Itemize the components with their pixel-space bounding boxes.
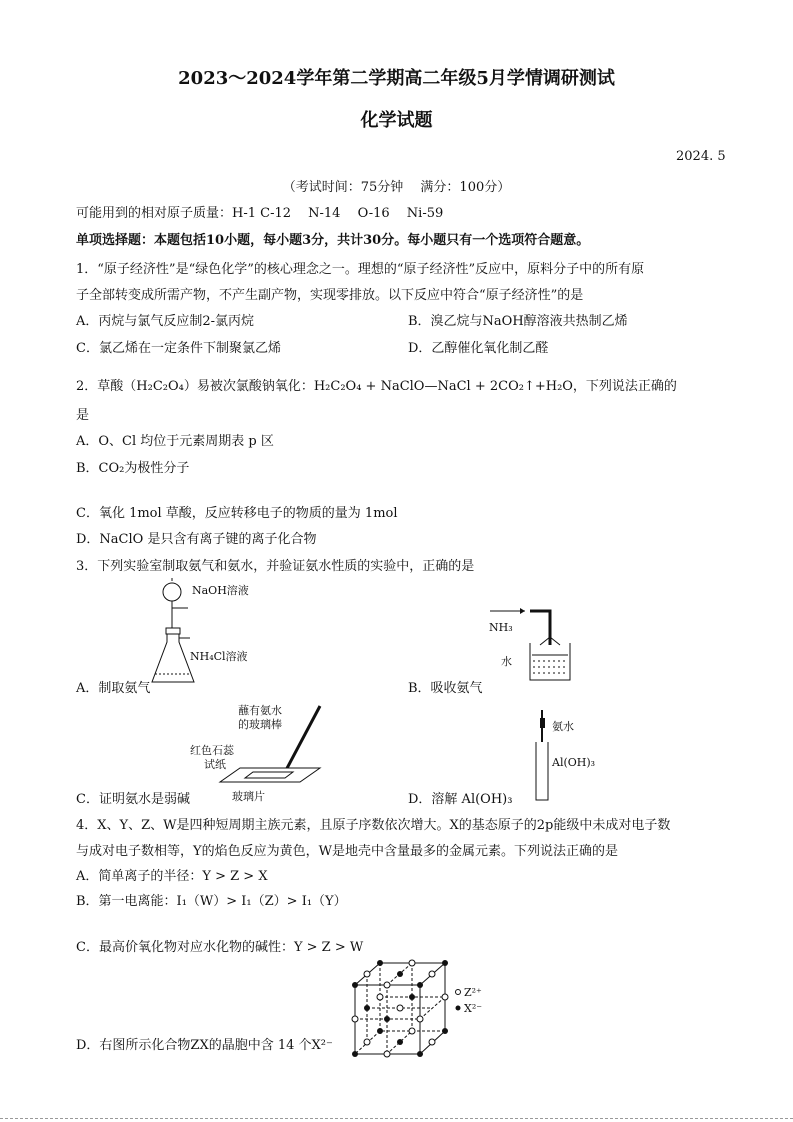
- q4-option-d: D．右图所示化合物ZX的晶胞中含 14 个X²⁻: [76, 1038, 333, 1053]
- label-naoh: NaOH溶液: [192, 584, 249, 597]
- q2-stem: 2．草酸（H₂C₂O₄）易被次氯酸钠氧化：H₂C₂O₄ + NaClO—NaCl + 2CO₂↑+H₂O，下列说法正确的: [76, 379, 677, 394]
- q3-option-a: A．制取氨气: [76, 681, 151, 696]
- q2-option-d: D．NaClO 是只含有离子键的离子化合物: [76, 532, 317, 547]
- q1-option-c: C．氯乙烯在一定条件下制聚氯乙烯: [76, 341, 281, 356]
- label-paper: 红色石蕊: [190, 744, 234, 757]
- label-rod: 蘸有氨水: [238, 704, 282, 717]
- figure-crystal-cell: [350, 958, 490, 1058]
- q1-option-d: D．乙醇催化氧化制乙醛: [408, 341, 549, 356]
- section-heading: 单项选择题：本题包括10小题，每小题3分，共计30分。每小题只有一个选项符合题意。: [76, 233, 590, 248]
- exam-title: 2023～2024学年第二学期高二年级5月学情调研测试: [178, 68, 615, 89]
- q4-option-a: A．简单离子的半径：Y > Z > X: [76, 869, 268, 884]
- q3-option-c: C．证明氨水是弱碱: [76, 792, 190, 807]
- label-rod2: 的玻璃棒: [238, 718, 282, 731]
- figure-ammonia-absorption: [485, 605, 585, 685]
- q1-stem: 子全部转变成所需产物，不产生副产物，实现零排放。以下反应中符合“原子经济性”的是: [76, 288, 584, 303]
- label-paper2: 试纸: [204, 758, 226, 771]
- q2-option-a: A．O、Cl 均位于元素周期表 p 区: [76, 434, 274, 449]
- atomic-masses: 可能用到的相对原子质量：H-1 C-12 N-14 O-16 Ni-59: [76, 206, 444, 221]
- q4-option-c: C．最高价氧化物对应水化物的碱性：Y > Z > W: [76, 940, 364, 955]
- legend-x: X²⁻: [464, 1002, 483, 1015]
- page-divider: [0, 1118, 793, 1119]
- label-nh4cl: NH₄Cl溶液: [190, 650, 248, 663]
- subject-title: 化学试题: [360, 110, 433, 131]
- label-nh3: NH₃: [489, 621, 513, 634]
- q3-stem: 3．下列实验室制取氨气和氨水，并验证氨水性质的实验中，正确的是: [76, 559, 475, 574]
- label-glass: 玻璃片: [232, 790, 265, 802]
- q1-option-b: B．溴乙烷与NaOH醇溶液共热制乙烯: [408, 314, 628, 329]
- q4-stem: 4．X、Y、Z、W是四种短周期主族元素，且原子序数依次增大。X的基态原子的2p能级中未成对电子数: [76, 818, 671, 833]
- figure-dissolve-aloh3: [530, 708, 620, 808]
- label-water: 水: [501, 655, 512, 668]
- q1-option-a: A．丙烷与氯气反应制2-氯丙烷: [76, 314, 255, 329]
- label-aloh3: Al(OH)₃: [552, 756, 596, 769]
- q4-option-b: B．第一电离能：I₁（W）> I₁（Z）> I₁（Y）: [76, 894, 347, 909]
- label-ammonia: 氨水: [552, 720, 574, 733]
- q2-option-b: B．CO₂为极性分子: [76, 461, 190, 476]
- q2-option-c: C．氧化 1mol 草酸，反应转移电子的物质的量为 1mol: [76, 506, 398, 521]
- figure-ammonia-generation: [150, 578, 270, 690]
- q2-stem: 是: [76, 408, 90, 423]
- exam-info: （考试时间：75分钟 满分：100分）: [282, 180, 511, 195]
- q3-option-d: D．溶解 Al(OH)₃: [408, 792, 513, 807]
- q1-stem: 1．“原子经济性”是“绿色化学”的核心理念之一。理想的“原子经济性”反应中，原料分子中的所有原: [76, 262, 645, 277]
- q3-option-b: B．吸收氨气: [408, 681, 483, 696]
- q4-stem: 与成对电子数相等，Y的焰色反应为黄色，W是地壳中含量最多的金属元素。下列说法正确的是: [76, 844, 618, 859]
- figure-litmus-test: [190, 702, 350, 802]
- exam-date: 2024. 5: [676, 149, 726, 164]
- legend-z: Z²⁺: [464, 986, 482, 999]
